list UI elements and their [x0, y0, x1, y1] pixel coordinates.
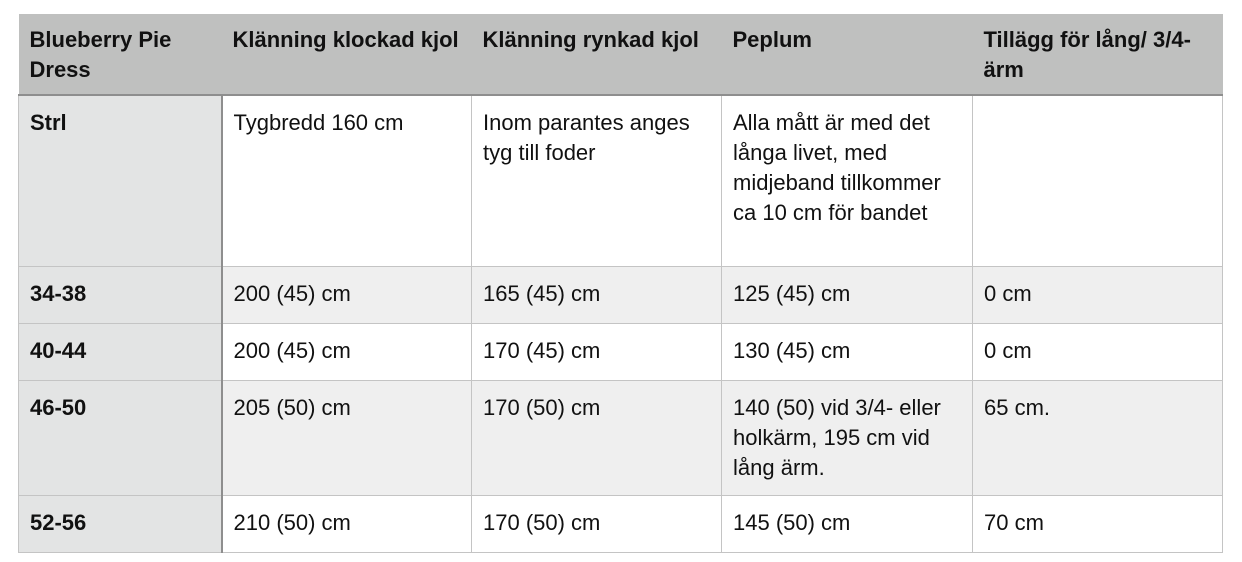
header-row: [19, 14, 1223, 95]
table-cell: 70 cm: [973, 496, 1223, 553]
table-cell: 205 (50) cm: [222, 381, 472, 496]
row-label: 34-38: [19, 267, 222, 324]
table-cell: 170 (45) cm: [472, 324, 722, 381]
header-sleeve-addition: Tillägg för lång/ 3/4-ärm: [973, 14, 1223, 95]
table-body: [19, 95, 1223, 553]
row-label: 46-50: [19, 381, 222, 496]
table-cell: 130 (45) cm: [722, 324, 973, 381]
table-cell: 200 (45) cm: [222, 267, 472, 324]
header-dress-flared-skirt: Klänning klockad kjol: [222, 14, 472, 95]
table-cell: 145 (50) cm: [722, 496, 973, 553]
header-peplum: Peplum: [722, 14, 973, 95]
table-cell: 0 cm: [973, 324, 1223, 381]
table-cell: Alla mått är med det långa livet, med midjeband tillkommer ca 10 cm för bandet: [722, 95, 973, 267]
table-cell: 140 (50) vid 3/4- eller holkärm, 195 cm vid lång ärm.: [722, 381, 973, 496]
table-cell: 165 (45) cm: [472, 267, 722, 324]
table-cell: 65 cm.: [973, 381, 1223, 496]
table-cell: 170 (50) cm: [472, 496, 722, 553]
table-row: [19, 496, 1223, 553]
table-cell: 0 cm: [973, 267, 1223, 324]
table-header: [19, 14, 1223, 95]
table-cell: 210 (50) cm: [222, 496, 472, 553]
table-cell: Inom parantes anges tyg till foder: [472, 95, 722, 267]
fabric-requirements-table: [18, 14, 1223, 553]
table-cell: 200 (45) cm: [222, 324, 472, 381]
table-cell: 125 (45) cm: [722, 267, 973, 324]
table-row: [19, 324, 1223, 381]
table-row: [19, 381, 1223, 496]
row-label: 40-44: [19, 324, 222, 381]
table-row: [19, 95, 1223, 267]
table-cell: 170 (50) cm: [472, 381, 722, 496]
table-cell: [973, 95, 1223, 267]
header-dress-gathered-skirt: Klänning rynkad kjol: [472, 14, 722, 95]
row-label: 52-56: [19, 496, 222, 553]
table-row: [19, 267, 1223, 324]
header-pattern-name: Blueberry Pie Dress: [19, 14, 222, 95]
table-cell: Tygbredd 160 cm: [222, 95, 472, 267]
row-label: Strl: [19, 95, 222, 267]
